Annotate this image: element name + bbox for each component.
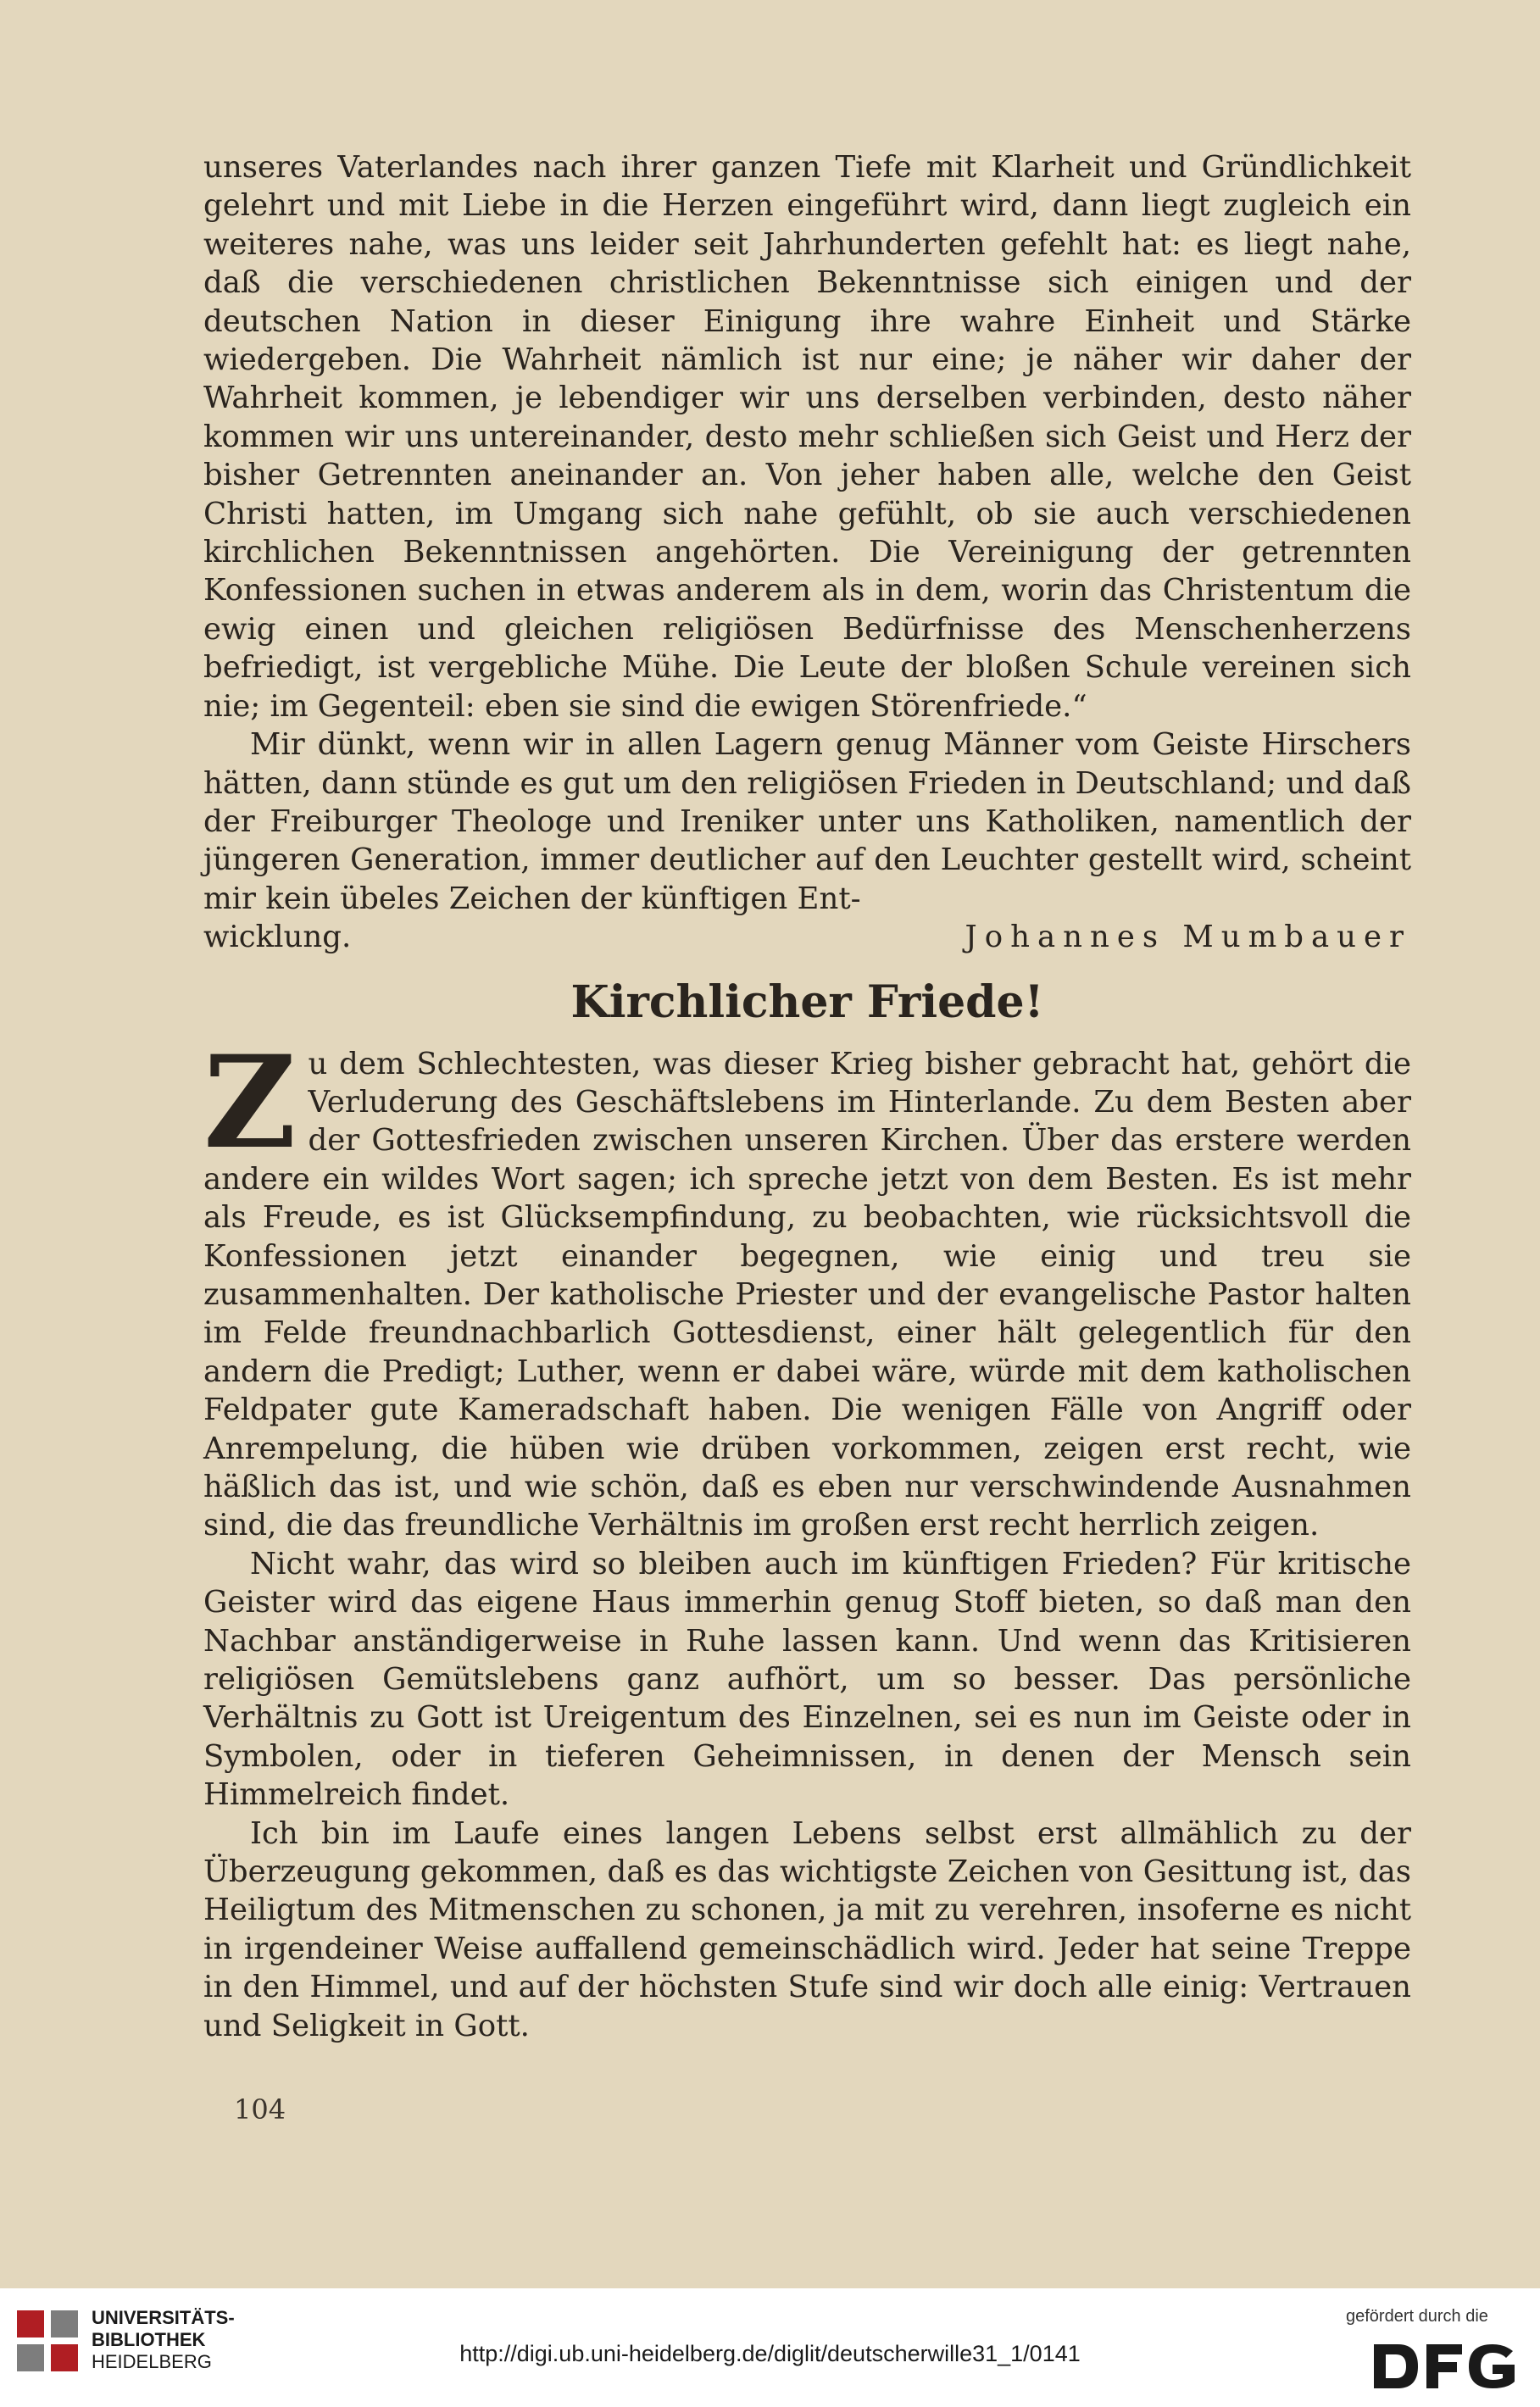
paragraph: Mir dünkt, wenn wir in allen Lagern genug Männer vom Geiste Hirschers hätten, dann stünde es gut um den religiösen Frieden in Deutschland; und daß der Freiburger Theologe und Ireniker unter uns Katholiken, namentlich der jüngeren Generation, immer deutlicher auf den Leuchter gestellt wird, scheint mir kein übeles Zeichen der künftigen Ent-	[203, 727, 1411, 916]
sponsor-caption: gefördert durch die	[1346, 2307, 1488, 2326]
paragraph	[203, 1027, 1411, 1545]
dfg-logo-icon	[1369, 2336, 1526, 2397]
paragraph: Ich bin im Laufe eines langen Lebens selbst erst allmählich zu der Überzeugung gekommen, daß es das wichtigste Zeichen von Gesittung ist, das Heiligtum des Mitmenschen zu schonen, ja mit zu verehren, insoferne es nicht in irgendeiner Weise auffallend gemeinschädlich wird. Jeder hat seine Treppe in den Himmel, und auf der höchsten Stufe sind wir doch alle einig: Vertrauen und Seligkeit in Gott.	[203, 1815, 1411, 2043]
drop-cap: Z	[203, 1027, 297, 1177]
paragraph: Nicht wahr, das wird so bleiben auch im künftigen Frieden? Für kritische Geister wird das eigene Haus immerhin genug Stoff bieten, so daß man den Nachbar anständigerweise in Ruhe lassen kann. Und wenn das Kritisieren religiösen Gemütslebens ganz aufhört, um so besser. Das persönliche Verhältnis zu Gott ist Ureigentum des Einzelnen, sei es nun im Geiste oder in Symbolen, oder in tieferen Geheimnissen, in denen der Mensch sein Himmelreich findet.	[203, 1546, 1411, 1813]
paragraph-text: u dem Schlechtesten, was dieser Krieg bisher gebracht hat, gehört die Verluderung des Geschäftslebens im Hinterlande. Zu dem Besten aber der Gottesfrieden zwischen unseren Kirchen. Über das erstere werden andere ein wildes Wort sagen; ich spreche jetzt von dem Besten. Es ist mehr als Freude, es ist Glücksempfindung, zu beobachten, wie rücksichtsvoll die Konfessionen jetzt einander begegnen, wie einig und treu sie zusammenhalten. Der katholische Priester und der evangelische Pastor halten im Felde freundnachbarlich Gottesdienst, einer hält gelegentlich für den andern die Predigt; Luther, wenn er dabei wäre, würde mit dem katholischen Feldpater gute Kameradschaft haben. Die wenigen Fälle von Angriff oder Anrempelung, die hüben wie drüben vorkommen, zeigen erst recht, wie häßlich das ist, und wie schön, daß es eben nur verschwindende Ausnahmen sind, die das freundliche Verhältnis im großen erst recht herrlich zeigen.	[203, 1046, 1411, 1543]
paragraph: unseres Vaterlandes nach ihrer ganzen Tiefe mit Klarheit und Gründlichkeit gelehrt und mit Liebe in die Herzen eingeführt wird, dann liegt zugleich ein weiteres nahe, was uns leider seit Jahrhunderten gefehlt hat: es liegt nahe, daß die verschiedenen christlichen Bekenntnisse sich einigen und der deutschen Nation in dieser Einigung ihre wahre Einheit und Stärke wiedergeben. Die Wahrheit nämlich ist nur eine; je näher wir daher der Wahrheit kommen, je lebendiger wir uns derselben verbinden, desto näher kommen wir uns untereinander, desto mehr schließen sich Geist und Herz der bisher Getrennten aneinander an. Von jeher haben alle, welche den Geist Christi hatten, im Umgang sich nahe gefühlt, ob sie auch verschiedenen kirchlichen Bekenntnissen angehörten. Die Vereinigung der getrennten Konfessionen suchen in etwas anderem als in dem, worin das Christentum die ewig einen und gleichen religiösen Bedürfnisse des Menschenherzens befriedigt, ist vergebliche Mühe. Die Leute der bloßen Schule vereinen sich nie; im Gegenteil: eben sie sind die ewigen Störenfriede.“	[203, 150, 1411, 724]
closing-line	[203, 918, 1411, 956]
library-line-3: HEIDELBERG	[92, 2351, 212, 2372]
author-attribution: Johannes Mumbauer	[965, 920, 1411, 955]
library-line-1: UNIVERSITÄTS-	[92, 2307, 235, 2328]
page-number: 104	[234, 2093, 286, 2126]
page-text	[203, 148, 1411, 2045]
permalink-url[interactable]: http://digi.ub.uni-heidelberg.de/diglit/deutscherwille31_1/0141	[459, 2341, 1081, 2366]
paragraph-last-word: wicklung.	[203, 920, 352, 955]
section-heading: Kirchlicher Friede!	[570, 976, 1044, 1028]
library-line-2: BIBLIOTHEK	[92, 2329, 206, 2350]
